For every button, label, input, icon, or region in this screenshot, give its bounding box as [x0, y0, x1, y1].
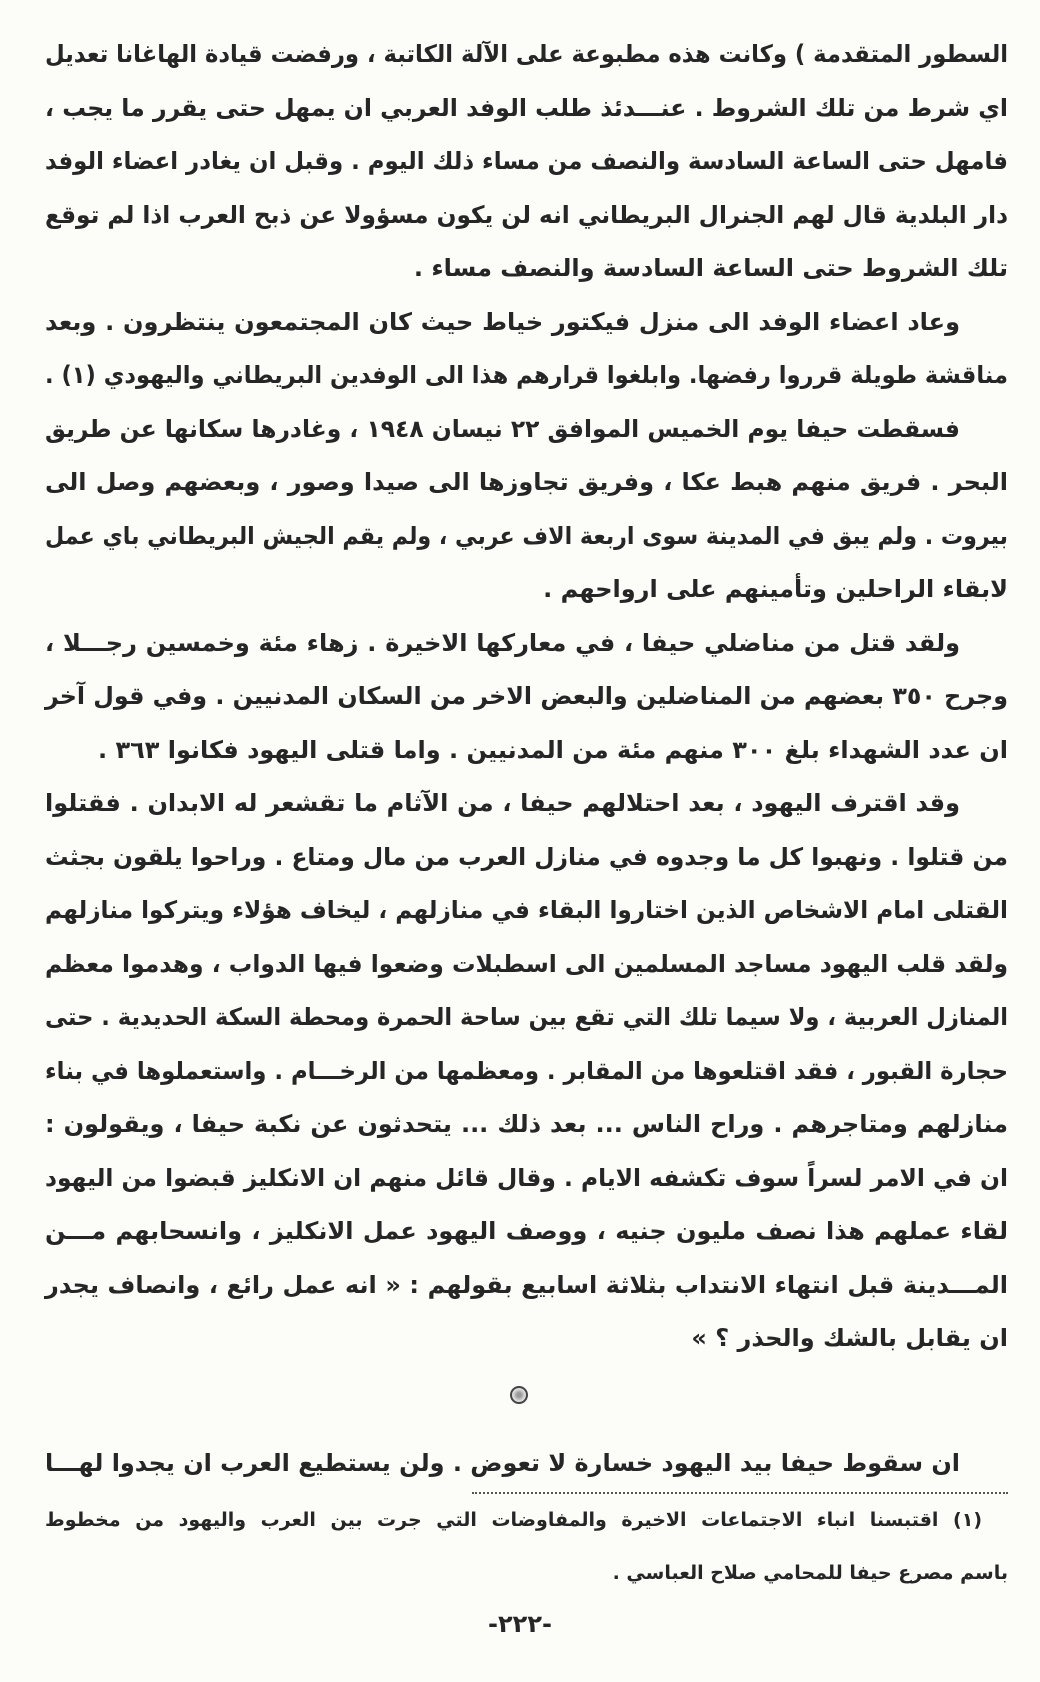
section-ornament-icon: [510, 1386, 528, 1404]
text-line: فسقطت حيفا يوم الخميس الموافق ٢٢ نيسان ١٩٤٨ ، وغادرها سكانها عن طريق: [45, 414, 960, 443]
footnote-line: (١) اقتبسنا انباء الاجتماعات الاخيرة والمفاوضات التي جرت بين العرب واليهود من مخطوط: [45, 1509, 982, 1531]
text-line: حجارة القبور ، فقد اقتلعوها من المقابر . ومعظمها من الرخـــام . واستعملوها في بناء: [45, 1056, 1008, 1085]
text-line: وقد اقترف اليهود ، بعد احتلالهم حيفا ، من الآثام ما تقشعر له الابدان . فقتلوا: [45, 789, 960, 817]
text-line: ولقد قتل من مناضلي حيفا ، في معاركها الاخيرة . زهاء مئة وخمسين رجـــلا ،: [45, 628, 960, 657]
text-line: مناقشة طويلة قرروا رفضها. وابلغوا قرارهم هذا الى الوفدين البريطاني واليهودي (١) .: [45, 361, 1008, 389]
text-line: ان في الامر لسراً سوف تكشفه الايام . وقال قائل منهم ان الانكليز قبضوا من اليهود: [45, 1163, 1008, 1192]
text-line: لقاء عملهم هذا نصف مليون جنيه ، ووصف اليهود عمل الانكليز ، وانسحابهم مـــن: [45, 1217, 1008, 1245]
text-line: من قتلوا . ونهبوا كل ما وجدوه في منازل العرب من مال ومتاع . وراحوا يلقون بجثث: [44, 842, 1008, 871]
closing-line: ان سقوط حيفا بيد اليهود خسارة لا تعوض . ولن يستطيع العرب ان يجدوا لهـــا: [45, 1449, 960, 1477]
footnote-line: باسم مصرع حيفا للمحامي صلاح العباسي .: [612, 1562, 1008, 1584]
text-line: بيروت . ولم يبق في المدينة سوى اربعة الاف عربي ، ولم يقم الجيش البريطاني باي عمل: [45, 521, 1009, 550]
text-line: فامهل حتى الساعة السادسة والنصف من مساء ذلك اليوم . وقبل ان يغادر اعضاء الوفد: [45, 147, 1009, 175]
text-line: ان يقابل بالشك والحذر ؟ »: [691, 1324, 1008, 1352]
text-line: ان عدد الشهداء بلغ ٣٠٠ منهم مئة من المدنيين . واما قتلى اليهود فكانوا ٣٦٣ .: [97, 735, 1008, 764]
text-line: منازلهم ومتاجرهم . وراح الناس ... بعد ذلك ... يتحدثون عن نكبة حيفا ، ويقولون :: [45, 1110, 1008, 1138]
text-line: السطور المتقدمة ) وكانت هذه مطبوعة على الآلة الكاتبة ، ورفضت قيادة الهاغانا تعديل: [44, 40, 1008, 68]
text-line: وعاد اعضاء الوفد الى منزل فيكتور خياط حيث كان المجتمعون ينتظرون . وبعد: [45, 307, 960, 336]
text-line: دار البلدية قال لهم الجنرال البريطاني انه لن يكون مسؤولا عن ذبح العرب اذا لم توقع: [44, 200, 1009, 229]
text-line: وجرح ٣٥٠ بعضهم من المناضلين والبعض الاخر من السكان المدنيين . وفي قول آخر: [44, 682, 1008, 710]
text-line: المنازل العربية ، ولا سيما تلك التي تقع بين ساحة الحمرة ومحطة السكة الحديدية . حتى: [44, 1003, 1008, 1031]
text-line: تلك الشروط حتى الساعة السادسة والنصف مساء .: [413, 254, 1008, 282]
text-line: القتلى امام الاشخاص الذين اختاروا البقاء في منازلهم ، ليخاف هؤلاء ويتركوا منازلهم: [45, 896, 1009, 924]
footnote-separator: [472, 1492, 1008, 1494]
text-line: لابقاء الراحلين وتأمينهم على ارواحهم .: [543, 575, 1008, 603]
text-line: البحر . فريق منهم هبط عكا ، وفريق تجاوزها الى صيدا وصور ، وبعضهم وصل الى: [45, 468, 1008, 496]
page-number: -٢٢٢-: [488, 1610, 552, 1638]
text-line: اي شرط من تلك الشروط . عنـــدئذ طلب الوفد العربي ان يمهل حتى يقرر ما يجب ،: [45, 93, 1009, 122]
text-line: المـــدينة قبل انتهاء الانتداب بثلاثة اسابيع بقولهم : « انه عمل رائع ، وانصاف يجدر: [45, 1270, 1008, 1299]
text-line: ولقد قلب اليهود مساجد المسلمين الى اسطبلات وضعوا فيها الدواب ، وهدموا معظم: [45, 949, 1009, 978]
